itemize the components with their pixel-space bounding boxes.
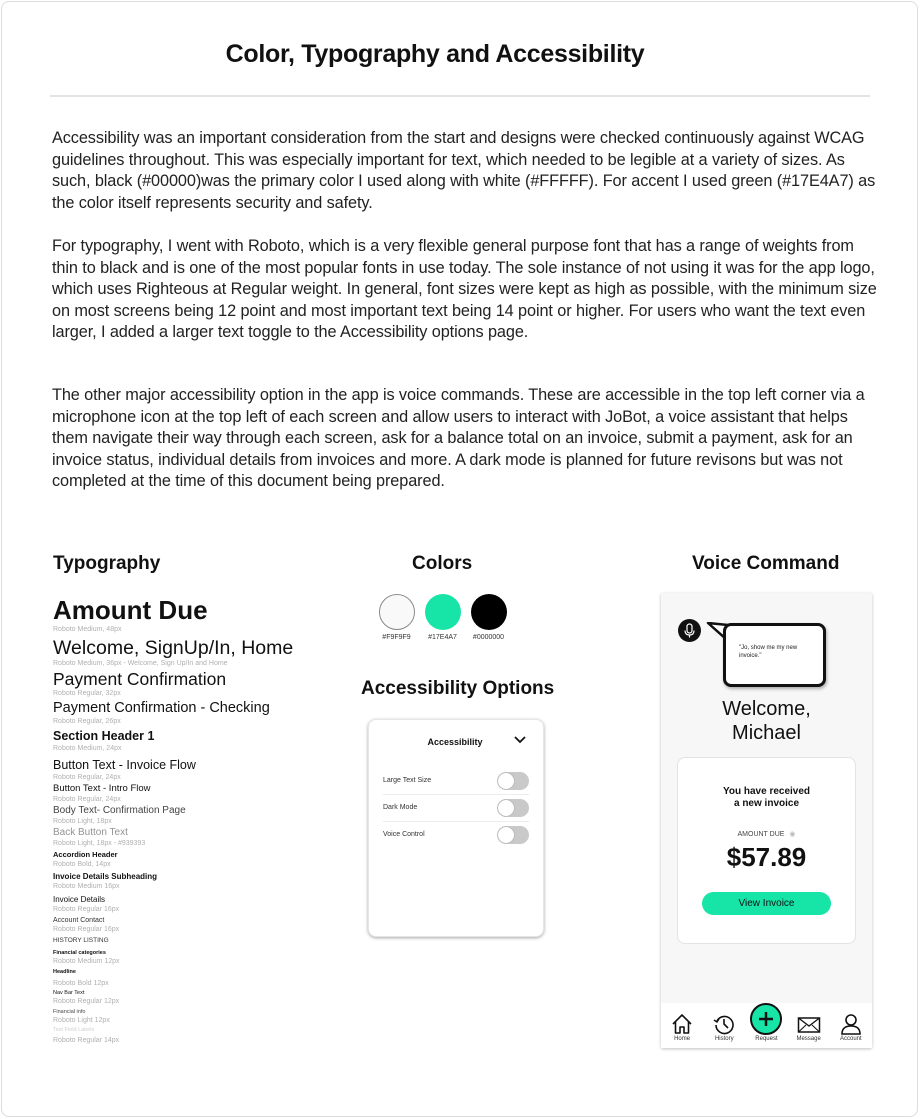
amount-due-text: AMOUNT DUE bbox=[737, 831, 785, 838]
type-sample-accordion-header: Accordion Header bbox=[53, 850, 118, 859]
chevron-down-icon[interactable] bbox=[513, 734, 527, 746]
type-caption: Roboto Regular 16px bbox=[53, 906, 120, 913]
type-sample-button-intro: Button Text - Intro Flow bbox=[53, 783, 151, 794]
nav-history[interactable] bbox=[706, 1013, 742, 1042]
type-caption: Roboto Medium 12px bbox=[53, 958, 120, 965]
type-sample-button-invoice: Button Text - Invoice Flow bbox=[53, 758, 196, 772]
voice-command-quote: "Jo, show me my new invoice." bbox=[739, 645, 798, 659]
nav-label: Message bbox=[796, 1036, 821, 1042]
type-sample-account-contact: Account Contact bbox=[53, 917, 105, 924]
swatch-label: #0000000 bbox=[472, 634, 505, 641]
swatch-off-white bbox=[378, 594, 415, 641]
type-sample-headline: Headline bbox=[53, 969, 76, 975]
type-sample-nav-bar-text: Nav Bar Text bbox=[53, 990, 85, 996]
voice-command-heading: Voice Command bbox=[692, 553, 840, 574]
type-sample-section-header: Section Header 1 bbox=[53, 729, 155, 743]
type-sample-text-field-labels: Text Field Labels bbox=[53, 1027, 95, 1033]
typography-heading: Typography bbox=[53, 553, 161, 574]
type-caption: Roboto Regular 14px bbox=[53, 1037, 120, 1044]
type-sample-welcome: Welcome, SignUp/In, Home bbox=[53, 637, 294, 659]
colors-heading: Colors bbox=[412, 553, 473, 574]
paragraph-voice-commands: The other major accessibility option in the app is voice commands. These are accessible in the top left corner via a microphone icon at the top left of each screen and allow users to interact with JoBot, a voice assistant that helps them navigate their way through each screen, ask for a balance total on an invoice, submit a payment, ask for an invoice status, individual details from invoices and more. A dark mode is planned for future revisons but was not completed at the time of this document being prepared. bbox=[52, 386, 865, 490]
option-label: Voice Control bbox=[383, 831, 425, 838]
nav-account[interactable] bbox=[833, 1013, 869, 1042]
type-caption: Roboto Light 12px bbox=[53, 1017, 110, 1024]
toggle-knob bbox=[498, 800, 514, 816]
type-caption: Roboto Regular, 32px bbox=[53, 690, 121, 697]
toggle-knob bbox=[498, 827, 514, 843]
type-sample-back-button: Back Button Text bbox=[53, 827, 128, 838]
swatch-label: #17E4A7 bbox=[428, 634, 457, 641]
plus-icon bbox=[757, 1010, 775, 1028]
color-circle bbox=[379, 594, 415, 630]
type-sample-amount-due: Amount Due bbox=[53, 595, 208, 625]
color-circle bbox=[425, 594, 461, 630]
speech-bubble bbox=[723, 623, 826, 687]
microphone-button[interactable] bbox=[678, 619, 701, 642]
nav-request[interactable] bbox=[748, 1011, 784, 1042]
option-dark-mode bbox=[383, 795, 529, 822]
view-invoice-button[interactable]: View Invoice bbox=[702, 892, 831, 915]
request-button bbox=[750, 1003, 782, 1035]
page-title: Color, Typography and Accessibility bbox=[225, 40, 645, 68]
type-caption: Roboto Bold, 14px bbox=[53, 861, 111, 868]
accessibility-options-card bbox=[368, 719, 544, 937]
type-sample-invoice-details: Invoice Details bbox=[53, 895, 106, 904]
type-caption: Roboto Regular 16px bbox=[53, 926, 120, 933]
nav-label: Home bbox=[674, 1036, 691, 1042]
type-caption: Roboto Light, 18px - #939393 bbox=[53, 840, 146, 847]
type-caption: Roboto Regular, 24px bbox=[53, 796, 121, 803]
title-divider bbox=[50, 95, 870, 97]
nav-message[interactable] bbox=[791, 1015, 827, 1042]
invoice-message-line-1: You have received bbox=[722, 786, 811, 797]
nav-label: History bbox=[714, 1036, 734, 1042]
dark-mode-toggle[interactable] bbox=[497, 799, 529, 817]
type-sample-payment-checking: Payment Confirmation - Checking bbox=[53, 700, 270, 716]
option-voice-control bbox=[383, 822, 529, 849]
color-swatches bbox=[378, 594, 507, 641]
swatch-green bbox=[424, 594, 461, 641]
type-caption: Roboto Light, 18px bbox=[53, 818, 112, 825]
type-caption: Roboto Regular, 26px bbox=[53, 718, 121, 725]
nav-label: Account bbox=[840, 1036, 862, 1042]
type-caption: Roboto Bold 12px bbox=[53, 980, 109, 987]
typography-specimen-list bbox=[53, 595, 343, 1045]
type-sample-payment-confirmation: Payment Confirmation bbox=[53, 669, 227, 689]
paragraph-typography: For typography, I went with Roboto, which is a very flexible general purpose font that has a range of weights from thin to black and is one of the most popular fonts in use today. The sole instance of not using it was for the app logo, which uses Righteous at Regular weight. In general, font sizes were kept as high as possible, with the minimum size on most screens being 12 point and most important text being 14 point or higher. For users who want the text even larger, I added a larger text toggle to the Accessibility options page. bbox=[52, 237, 877, 341]
type-sample-body-text: Body Text- Confirmation Page bbox=[53, 805, 186, 816]
welcome-line-1: Welcome, bbox=[722, 698, 811, 720]
type-caption: Roboto Medium, 48px bbox=[53, 626, 122, 633]
color-circle bbox=[471, 594, 507, 630]
history-icon bbox=[713, 1013, 735, 1035]
welcome-line-2: Michael bbox=[732, 722, 801, 744]
type-caption: Roboto Medium, 24px bbox=[53, 745, 122, 752]
invoice-card bbox=[677, 757, 856, 944]
paragraph-accessibility: Accessibility was an important consideration from the start and designs were checked continuously against WCAG guidelines throughout. This was especially important for text, which needed to be legible at a variety of sizes. As such, black (#00000)was the primary color I used along with white (#FFFFF). For accent I used green (#17E4A7) as the color itself represents security and safety. bbox=[52, 129, 876, 212]
type-sample-invoice-subheading: Invoice Details Subheading bbox=[53, 872, 158, 881]
user-icon bbox=[840, 1013, 862, 1035]
invoice-message-line-2: a new invoice bbox=[733, 798, 800, 809]
swatch-black bbox=[470, 594, 507, 641]
envelope-icon bbox=[797, 1015, 821, 1035]
nav-home[interactable] bbox=[664, 1013, 700, 1042]
eye-icon[interactable]: ◉ bbox=[789, 831, 796, 838]
swatch-label: #F9F9F9 bbox=[382, 634, 411, 641]
option-label: Large Text Size bbox=[383, 777, 432, 784]
option-label: Dark Mode bbox=[383, 804, 418, 811]
amount-due-value: $57.89 bbox=[726, 842, 807, 872]
accordion-title: Accessibility bbox=[427, 737, 483, 747]
toggle-knob bbox=[498, 773, 514, 789]
type-caption: Roboto Medium 16px bbox=[53, 883, 120, 890]
option-large-text-size bbox=[383, 768, 529, 795]
type-caption: Roboto Medium, 36px - Welcome, Sign Up/In and Home bbox=[53, 660, 228, 667]
amount-due-label bbox=[678, 830, 855, 838]
type-sample-financial-categories: Financial categories bbox=[53, 950, 106, 956]
voice-control-toggle[interactable] bbox=[497, 826, 529, 844]
welcome-message bbox=[661, 697, 872, 745]
microphone-icon bbox=[678, 619, 701, 642]
accessibility-options-heading: Accessibility Options bbox=[361, 678, 555, 699]
type-sample-financial-info: Financial info bbox=[53, 1009, 86, 1015]
large-text-toggle[interactable] bbox=[497, 772, 529, 790]
type-caption: Roboto Regular, 24px bbox=[53, 774, 121, 781]
voice-command-phone-mockup bbox=[661, 593, 872, 1048]
invoice-message bbox=[678, 786, 855, 810]
home-icon bbox=[671, 1013, 693, 1035]
nav-label: Request bbox=[755, 1036, 778, 1042]
type-caption: Roboto Regular 12px bbox=[53, 998, 120, 1005]
bottom-nav-bar bbox=[661, 1003, 872, 1048]
type-sample-history-listing: HISTORY LISTING bbox=[53, 937, 109, 944]
